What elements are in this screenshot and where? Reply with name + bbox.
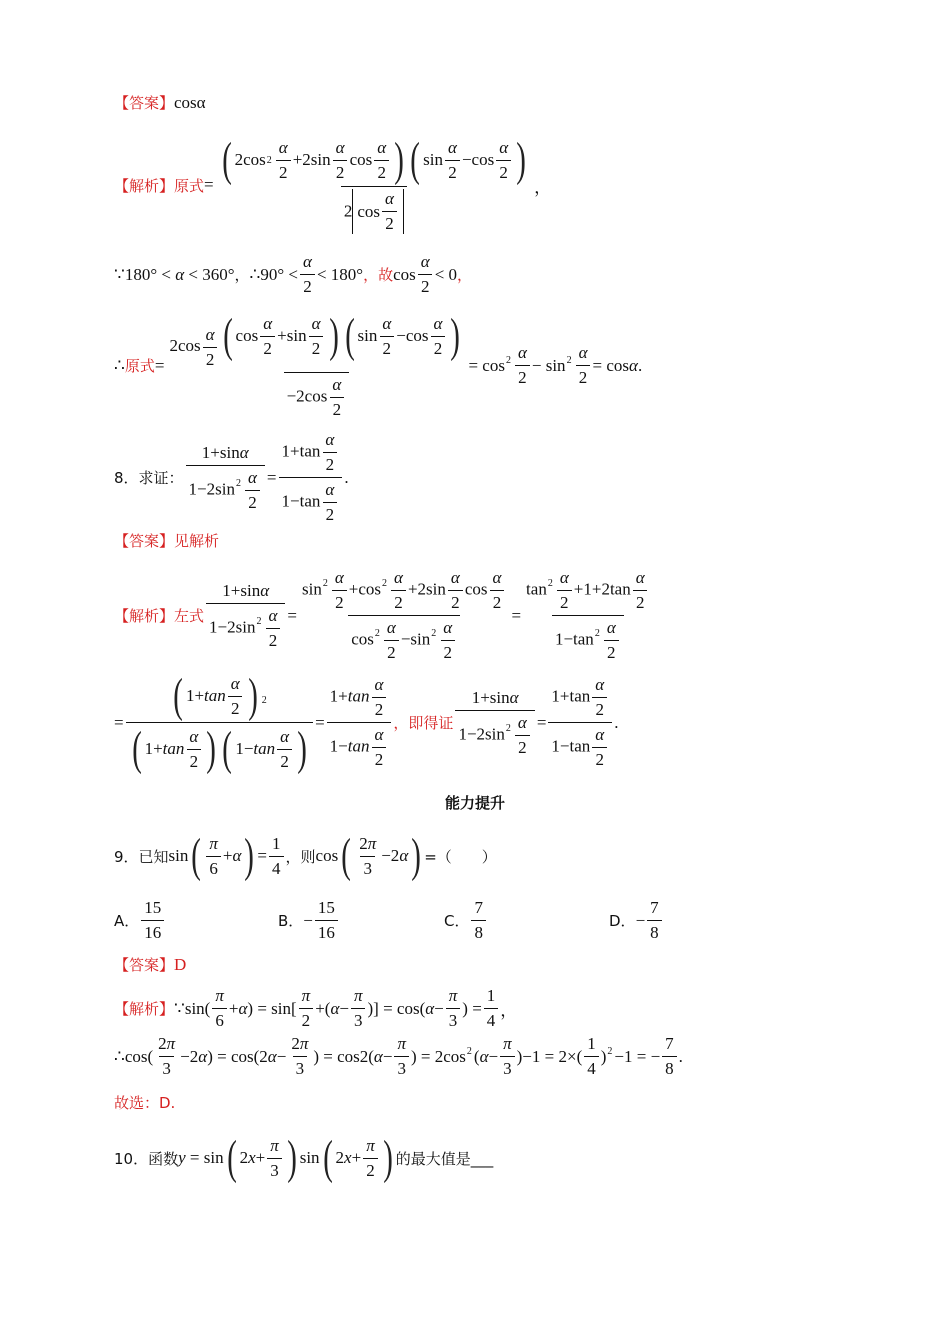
left-expr-label: 左式 [174,607,205,625]
therefore-original-label: 原式 [124,357,155,376]
option-b[interactable] [278,898,340,943]
analysis-label: 【解析】 [114,1000,175,1018]
q7-therefore-line: ∴ 原式 = 2cos $\frac{\alpha}{2}$ ( cos $\frac{\alpha}{2}$ +sin $\frac{\alpha}{2}$ ) ( sin $\frac{\alpha}{2}$ −cos $\frac{\alpha}{2}$ ) −2cos $\frac{\alpha}{2}$ = $\cos^2$ $\frac{\alpha}{2}$ − $\sin^2$ $\frac{\alpha}{2}$ = cosα. [114,309,643,419]
option-num: 7 [650,898,659,917]
q10-suffix: 的最大值是___ [395,1149,494,1168]
q9-prompt-line: 9．已知 sin ( $\frac{\pi}{6}$ + α ) = $\frac{1}{4}$ ，则 cos ( $\frac{2\pi}{3}$ −2 α ) =（ ） [114,829,497,882]
q10-prompt-line: 10．函数 y = sin ( 2 x + $\frac{\pi}{3}$ ) sin ( 2 x + $\frac{\pi}{2}$ ) 的最大值是___ [114,1131,494,1184]
q10-prefix: 10．函数 [114,1149,179,1168]
option-label: A． [114,912,140,930]
option-den: 8 [471,920,486,943]
q9-mid: ，则 [285,847,316,866]
q9-conclusion-line [114,1092,175,1113]
q7-therefore-fraction: 2cos $\frac{\alpha}{2}$ ( cos $\frac{\alpha}{2}$ +sin $\frac{\alpha}{2}$ ) ( sin $\frac{\alpha}{2}$ −cos $\frac{\alpha}{2}$ ) −2cos $\frac{\alpha}{2}$ [169,309,461,419]
q8-answer-line [114,530,219,551]
q7-analysis-line: 【解析】 原式 = ( 2cos 2 $\frac{\alpha}{2}$ +2sin $\frac{\alpha}{2}$ cos $\frac{\alpha}{2}$ ) ( sin $\frac{\alpha}{2}$ −cos $\frac{\alpha}{2}$ ) 2 cos $\frac{\alpha}{2}$ ， [114,133,552,233]
option-num: 15 [317,898,335,917]
answer-value: 见解析 [174,532,220,550]
option-sign: − [303,910,313,930]
q7-condition-line: ∵180° < α < 360° ， ∴90° < $\frac{\alpha}{2}$ < 180° ，故 cos $\frac{\alpha}{2}$ < 0 ， [114,252,473,296]
q9-analysis-line-1: 【解析】 ∵sin( $\frac{\pi}{6}$ +α) = sin[ $\frac{\pi}{2}$ +(α− $\frac{\pi}{3}$ )] = cos(α− $\frac{\pi}{3}$ ) = $\frac{1}{4}$ ， [114,986,518,1030]
option-a[interactable] [114,898,166,943]
option-label: B． [278,912,304,930]
q8-analysis-line-1: 【解析】 左式 1+sinα $1-2\sin^2$ $\frac{\alpha}{2}$ = $\sin^2$ $\frac{\alpha}{2}$ $+\cos^2$ $\frac{\alpha}{2}$ +2sin $\frac{\alpha}{2}$ cos $\frac{\alpha}{2}$ $\cos^2$ $\frac{\alpha}{2}$ $-\sin^2$ $\frac{\alpha}{2}$ = $\tan^2$ $\frac{\alpha}{2}$ +1+2tan $\frac{\alpha}{2}$ $1-\tan^2$ $\frac{\alpha}{2}$ [114,568,655,663]
option-den: 16 [141,920,164,943]
q9-suffix: =（ ） [424,847,497,866]
option-den: 8 [647,920,662,943]
option-num: 7 [474,898,483,917]
q9-answer-line [114,954,186,975]
answer-value: cosα [174,92,206,112]
q7-answer-line [114,92,206,113]
option-label: D． [609,912,636,930]
equals: = [204,175,214,194]
conclusion-text: ，即得证 [393,714,454,732]
section-heading: 能力提升 [444,794,505,812]
option-c[interactable] [444,898,488,943]
q9-prefix: 9．已知 [114,847,169,866]
answer-label: 【答案】 [114,532,175,550]
option-d[interactable] [609,898,664,943]
q8-analysis-line-2: = ( 1+ tan $\frac{\alpha}{2}$ ) $^2$ ( 1+ tan $\frac{\alpha}{2}$ ) ( 1− tan $\frac{\alpha}{2}$ ) = 1+tan $\frac{\alpha}{2}$ 1−tan $\frac{\alpha}{2}$ ，即得证 1+sinα $1-2\sin^2$ $\frac{\alpha}{2}$ = 1+tan $\frac{\alpha}{2}$ 1−tan $\frac{\alpha}{2}$ . [114,669,619,775]
answer-value: D [174,954,187,974]
answer-label: 【答案】 [114,94,175,112]
analysis-label: 【解析】 [114,607,175,625]
q8-prompt-line: 8．求证： 1+sinα $1-2\sin^2$ $\frac{\alpha}{2}$ = 1+tan $\frac{\alpha}{2}$ 1−tan $\frac{\alpha}{2}$ . [114,430,349,524]
option-label: C． [444,912,470,930]
analysis-label: 【解析】 [114,176,175,195]
option-sign: − [635,910,646,930]
original-expr-label: 原式 [174,176,205,195]
option-num: 15 [144,898,162,917]
q8-number: 8．求证： [114,469,184,487]
conclusion-text: 故选：D. [114,1094,176,1112]
q9-analysis-line-2: ∴cos( $\frac{2\pi}{3}$ −2α) = cos(2α− $\frac{2\pi}{3}$ ) = cos2(α− $\frac{\pi}{3}$ ) = $2\cos^2$ (α− $\frac{\pi}{3}$ )−1 = 2×( $\frac{1}{4}$ )$^2$ −1 = − $\frac{7}{8}$ . [114,1034,683,1078]
option-den: 16 [315,920,338,943]
answer-label: 【答案】 [114,956,175,974]
q7-fraction: ( 2cos 2 $\frac{\alpha}{2}$ +2sin $\frac{\alpha}{2}$ cos $\frac{\alpha}{2}$ ) ( sin $\frac{\alpha}{2}$ −cos $\frac{\alpha}{2}$ ) 2 cos $\frac{\alpha}{2}$ [221,133,526,233]
